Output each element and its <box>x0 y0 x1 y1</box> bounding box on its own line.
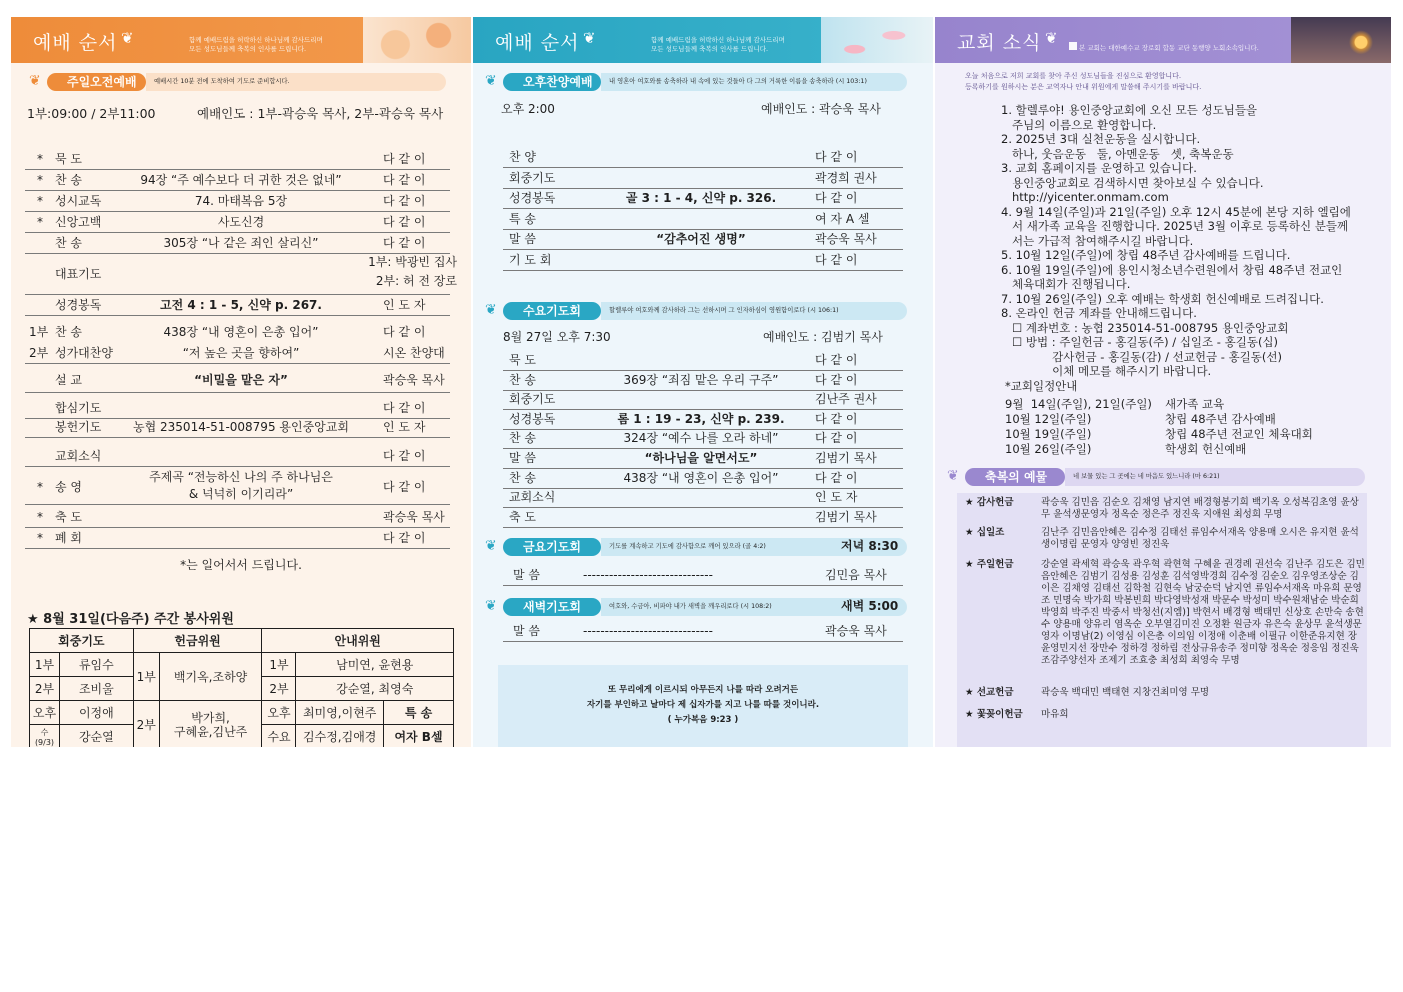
order-leader: 다 같 이 <box>383 401 426 415</box>
order-leader: 인 도 자 <box>815 490 858 505</box>
offering-names: 박가희, 구혜윤,김난주 <box>159 701 262 748</box>
order-leader: 1부: 박광빈 집사 2부: 허 전 장로 <box>368 255 457 288</box>
blessing-title-text: 축복의 예물 <box>985 470 1048 484</box>
order-mark: * <box>37 194 43 208</box>
order-row <box>25 253 457 295</box>
order-mark: * <box>37 531 43 545</box>
friday-row <box>503 565 903 586</box>
order-item: 회중기도 <box>509 392 556 407</box>
order-leader: 인 도 자 <box>383 298 426 312</box>
order-leader: 다 같 이 <box>815 411 858 426</box>
order-detail: “비밀을 맡은 자” <box>194 373 288 387</box>
blessing-names: 곽승욱 백대민 백태현 지창건최미영 무명 <box>1041 687 1210 698</box>
order-leader: 다 같 이 <box>383 531 426 545</box>
order-row <box>25 170 450 191</box>
order-row <box>503 188 903 209</box>
news-item: 7. 10월 26일(주일) 오후 예배는 학생회 헌신예배로 드려집니다. <box>1001 291 1324 306</box>
order-item: 대표기도 <box>55 267 102 281</box>
order-mark: 2부 <box>29 346 49 360</box>
order-row <box>503 147 903 168</box>
dawn-preacher: 곽승욱 목사 <box>825 624 887 638</box>
order-leader: 다 같 이 <box>815 191 858 206</box>
order-row <box>25 322 450 343</box>
order-row <box>503 487 903 508</box>
special-song-value: 여자 B셀 <box>384 725 454 748</box>
order-item: 신앙고백 <box>55 215 102 229</box>
afternoon-note: 내 영혼아 여호와를 송축하라 내 속에 있는 것들아 다 그의 거룩한 이름을 송축하라 (시 103:1) <box>601 73 907 91</box>
order-mark: * <box>37 152 43 166</box>
section-title-text: 주일오전예배 <box>67 75 137 89</box>
church-emblem-icon <box>1069 42 1077 50</box>
order-row <box>25 212 450 233</box>
order-item: 폐 회 <box>55 531 82 545</box>
order-detail: 주제곡 “전능하신 나의 주 하나님은 & 넉넉히 이기리라” <box>149 470 333 501</box>
prayer-name: 조비울 <box>60 677 134 701</box>
dawn-time: 새벽 5:00 <box>841 599 899 613</box>
order-item: 말 씀 <box>509 451 536 465</box>
order-leader: 다 같 이 <box>815 431 858 446</box>
order-row <box>25 149 450 170</box>
blessing-note: 네 보물 있는 그 곳에는 네 마음도 있느니라 (마 6:21) <box>1065 468 1365 486</box>
verse-reference: ( 누가복음 9:23 ) <box>667 715 739 725</box>
order-row <box>25 343 450 364</box>
order-leader: 곽경희 권사 <box>815 170 877 185</box>
panel3-subtitle-text: 본 교회는 대한예수교 장로회 합동 교단 동행양 노회소속입니다. <box>1079 44 1259 52</box>
panel3-header-title: 교회 소식 <box>957 32 1042 54</box>
order-row <box>25 417 450 438</box>
order-detail: “감추어진 생명” <box>656 232 746 247</box>
order-row <box>25 469 450 505</box>
volunteer-title: ★ 8월 31일(다음주) 주간 봉사위원 <box>27 612 234 627</box>
section-title-friday <box>485 538 601 556</box>
stand-note: *는 일어서서 드립니다. <box>180 558 302 572</box>
guide-slot: 2부 <box>262 677 296 701</box>
special-song-label: 특 송 <box>384 701 454 725</box>
order-row <box>25 528 450 549</box>
guide-slot: 오후 <box>262 701 296 725</box>
order-leader: 곽승욱 목사 <box>383 373 445 387</box>
order-mark: * <box>37 510 43 524</box>
order-item: 성경봉독 <box>509 191 556 206</box>
order-mark: 1부 <box>29 325 49 339</box>
guide-names: 최미영,이현주 <box>296 701 384 725</box>
order-mark: * <box>37 480 43 494</box>
order-leader: 다 같 이 <box>383 236 426 250</box>
order-detail: 94장 “주 예수보다 더 귀한 것은 없네” <box>140 173 342 187</box>
offering-names: 백기옥,조하양 <box>159 653 262 701</box>
order-row <box>503 209 903 230</box>
guide-names: 남미연, 윤현용 <box>296 653 454 677</box>
order-leader: 다 같 이 <box>383 215 426 229</box>
order-row <box>503 409 903 430</box>
order-row <box>25 446 450 467</box>
order-row <box>25 507 450 528</box>
afternoon-title-text: 오후찬양예배 <box>523 75 593 89</box>
news-item: ☐ 계좌번호 : 농협 235014-51-008795 용인중앙교회 <box>1001 320 1289 335</box>
news-list <box>1001 103 1381 379</box>
schedule-event: 창립 48주년 감사예배 <box>1165 412 1276 426</box>
news-item: 8. 온라인 헌금 계좌를 안내해드립니다. <box>1001 306 1197 320</box>
schedule-event: 창립 48주년 전교인 체육대회 <box>1165 427 1313 441</box>
dawn-note: 여호와, 수금아, 비파야 내가 새벽을 깨우리로다 (시 108:2) <box>601 598 907 616</box>
blessing-names: 곽승욱 김민음 김순오 김채영 남지연 배경형봉기희 백기옥 오성복김초영 윤상무 윤석생문영자 정옥순 정은주 정진욱 지애원 최성희 무명 <box>1041 497 1359 520</box>
order-leader: 시온 찬양대 <box>383 346 445 360</box>
section-title-blessing <box>947 468 1065 486</box>
order-leader: 다 같 이 <box>383 152 426 166</box>
sprig-icon: ❦ <box>485 598 497 614</box>
order-leader: 김난주 권사 <box>815 392 877 407</box>
order-item: 찬 송 <box>55 173 82 187</box>
order-item: 기 도 회 <box>509 253 552 267</box>
blessing-category: ★ 십일조 <box>965 527 1005 538</box>
order-detail: 324장 “예수 나를 오라 하네” <box>623 431 779 446</box>
schedule-event: 학생회 헌신예배 <box>1165 442 1247 456</box>
section-title-sunday-morning <box>29 73 146 91</box>
order-row <box>25 191 450 212</box>
order-row <box>503 468 903 489</box>
order-item: 찬 송 <box>509 470 536 485</box>
prayer-slot: 수(9/3) <box>30 725 60 748</box>
order-leader: 다 같 이 <box>383 449 426 463</box>
order-leader: 곽승욱 목사 <box>383 510 445 524</box>
order-item: 찬 송 <box>509 372 536 387</box>
dawn-row <box>503 621 903 642</box>
order-item: 찬 송 <box>55 236 82 250</box>
order-leader: 다 같 이 <box>383 173 426 187</box>
order-leader: 다 같 이 <box>383 194 426 208</box>
order-detail: 농협 235014-51-008795 용인중앙교회 <box>133 420 349 434</box>
schedule-date: 10월 26일(주일) <box>1005 442 1092 456</box>
sprig-icon: ❦ <box>485 538 497 554</box>
panel1-header <box>11 17 471 63</box>
welcome-intro: 오늘 처음으로 저희 교회를 찾아 주신 성도님들을 진심으로 환영합니다. 등록하기를 원하시는 분은 교역자나 안내 위원에게 말씀해 주시기를 바랍니다. <box>965 72 1202 91</box>
section-title-afternoon <box>485 73 601 91</box>
wednesday-title-text: 수요기도회 <box>523 304 581 318</box>
schedule-date: 9월 14일(주일), 21일(주일) <box>1005 397 1152 411</box>
order-row <box>503 428 903 449</box>
order-row <box>25 367 450 393</box>
verse-line-1: 또 무리에게 이르시되 아무든지 나를 따라 오려거든 <box>607 685 799 695</box>
order-leader: 다 같 이 <box>815 470 858 485</box>
order-item: 송 영 <box>55 480 82 494</box>
panel-other-services <box>473 17 933 747</box>
order-item: 성경봉독 <box>509 411 556 426</box>
order-row <box>503 250 903 271</box>
news-item: 2. 2025년 3대 실천운동을 실시합니다. 하나, 웃음운동 둘, 아멘운동 셋, 축복운동 <box>1001 132 1234 161</box>
header-offering: 헌금위원 <box>133 629 262 653</box>
order-mark: * <box>37 215 43 229</box>
section-title-wednesday <box>485 302 601 320</box>
closing-verse <box>498 665 908 747</box>
offering-slot: 2부 <box>133 701 159 748</box>
friday-title-text: 금요기도회 <box>523 540 581 554</box>
blessing-category: ★ 주일헌금 <box>965 559 1014 570</box>
order-item: 묵 도 <box>55 152 82 166</box>
schedule-date: 10월 19일(주일) <box>1005 427 1092 441</box>
order-leader: 다 같 이 <box>815 150 858 164</box>
section-note: 예배시간 10분 전에 도착하여 기도로 준비합시다. <box>146 73 446 91</box>
order-item: 찬 송 <box>55 325 82 339</box>
order-detail: 사도신경 <box>217 215 265 229</box>
dawn-item: 말 씀 <box>513 624 540 638</box>
volunteer-table <box>29 628 454 747</box>
sprig-icon: ❦ <box>947 468 959 484</box>
order-item: 성가대찬양 <box>55 346 113 360</box>
guide-names: 강순열, 최영숙 <box>296 677 454 701</box>
order-leader: 인 도 자 <box>383 420 426 434</box>
panel2-header <box>473 17 933 63</box>
order-row <box>503 448 903 469</box>
order-detail: 305장 “나 같은 죄인 살리신” <box>163 236 319 250</box>
order-item: 성시교독 <box>55 194 102 208</box>
panel3-header-subtitle <box>1069 42 1279 53</box>
order-row <box>503 370 903 391</box>
schedule-title: *교회일정안내 <box>1005 379 1078 393</box>
order-row <box>503 507 903 528</box>
order-item: 말 씀 <box>509 232 536 247</box>
news-item: ☐ 방법 : 주일헌금 - 홍길동(주) / 십일조 - 홍길동(십) 감사헌금 - 홍길동(감) / 선교헌금 - 홍길동(선) 이체 메모를 해주시기 바랍니다. <box>1011 335 1282 378</box>
header-guide: 안내위원 <box>262 629 454 653</box>
order-detail: 369장 “죄짐 맡은 우리 구주” <box>623 372 779 387</box>
order-item: 축 도 <box>55 510 82 524</box>
sprig-icon: ❦ <box>485 302 497 318</box>
sprig-icon: ❦ <box>485 73 497 89</box>
leaf-icon: ❦ <box>1045 29 1058 47</box>
news-item: 5. 10월 12일(주일)에 창립 48주년 감사예배를 드립니다. <box>1001 248 1291 262</box>
wednesday-note: 할렐루야 여호와께 감사하라 그는 선하시며 그 인자하심이 영원함이로다 (시 106:1) <box>601 302 907 320</box>
tulips-photo <box>821 17 933 63</box>
order-row <box>503 350 903 371</box>
verse-line-2: 자기를 부인하고 날마다 제 십자가를 지고 나를 따를 것이니라. <box>586 700 820 710</box>
order-leader: 다 같 이 <box>383 325 426 339</box>
order-detail: 74. 마태복음 5장 <box>194 194 288 208</box>
news-item: 4. 9월 14일(주일)과 21일(주일) 오후 12시 45분에 본당 지하 엘림에 서 새가족 교육을 진행합니다. 2025년 3월 이후로 등록하신 분들께 서는 가급적 참여해주시길 바랍니다. <box>1001 204 1351 248</box>
blessing-category: ★ 꽃꽂이헌금 <box>965 709 1023 720</box>
afternoon-time: 오후 2:00 <box>501 102 555 116</box>
service-times: 1부:09:00 / 2부11:00 <box>27 106 156 121</box>
order-item: 특 송 <box>509 211 536 226</box>
guide-slot: 1부 <box>262 653 296 677</box>
order-row <box>503 229 903 250</box>
order-detail: 438장 “내 영혼이 은총 입어” <box>163 325 319 339</box>
friday-item: 말 씀 <box>513 568 540 582</box>
order-item: 합심기도 <box>55 401 102 415</box>
panel3-header <box>935 17 1391 63</box>
section-title-dawn <box>485 598 601 616</box>
order-leader: 다 같 이 <box>815 253 858 267</box>
leaf-icon: ❦ <box>583 29 596 47</box>
order-item: 축 도 <box>509 509 536 524</box>
friday-time: 저녁 8:30 <box>841 539 899 553</box>
order-detail: “하나님을 알면서도” <box>644 451 758 465</box>
afternoon-leader: 예배인도 : 곽승욱 목사 <box>761 102 881 116</box>
order-row <box>503 168 903 189</box>
dawn-dashes: ------------------------------ <box>583 624 713 638</box>
order-row <box>25 295 450 316</box>
order-item: 찬 양 <box>509 150 536 164</box>
order-detail: 롬 1 : 19 - 23, 신약 p. 239. <box>617 411 785 426</box>
order-item: 설 교 <box>55 373 82 387</box>
order-leader: 김범기 목사 <box>815 451 877 465</box>
prayer-slot: 1부 <box>30 653 60 677</box>
blessing-category: ★ 선교헌금 <box>965 687 1014 698</box>
order-item: 교회소식 <box>509 490 556 505</box>
news-item: 3. 교회 홈페이지를 운영하고 있습니다. 용인중앙교회로 검색하시면 찾아보실 수 있습니다. http://yicenter.onmam.com <box>1001 161 1264 204</box>
prayer-slot: 오후 <box>30 701 60 725</box>
prayer-name: 강순열 <box>60 725 134 748</box>
order-detail: 438장 “내 영혼이 은총 입어” <box>623 470 779 485</box>
wednesday-leader: 예배인도 : 김범기 목사 <box>763 330 883 344</box>
order-leader: 다 같 이 <box>383 480 426 494</box>
blessing-list <box>957 493 1367 747</box>
order-item: 찬 송 <box>509 431 536 446</box>
blessing-names: 마유희 <box>1041 709 1069 720</box>
news-item: 6. 10월 19일(주일)에 용인시청소년수련원에서 창립 48주년 전교인 체육대회가 진행됩니다. <box>1001 262 1343 291</box>
prayer-name: 이정애 <box>60 701 134 725</box>
panel2-header-subtitle: 함께 예배드림을 허락하신 하나님께 감사드리며 모든 성도님들께 축복의 인사를 드립니다. <box>651 36 785 53</box>
panel-sunday-morning <box>11 17 471 747</box>
panel2-header-title: 예배 순서 <box>495 32 580 54</box>
sprig-icon: ❦ <box>29 73 41 89</box>
schedule-date: 10월 12일(주일) <box>1005 412 1092 426</box>
order-item: 회중기도 <box>509 170 556 185</box>
order-detail: “저 높은 곳을 향하여” <box>182 346 300 360</box>
blessing-names: 김난주 김민음안혜은 김수정 김태선 류임수서재옥 양용매 오시은 유지현 윤석생이명림 문영자 양영빈 정진욱 <box>1041 527 1359 550</box>
order-item: 묵 도 <box>509 353 536 367</box>
order-row <box>25 398 450 419</box>
order-leader: 곽승욱 목사 <box>815 232 877 247</box>
order-row <box>25 233 450 254</box>
flowers-photo <box>363 17 471 63</box>
panel1-header-subtitle: 함께 예배드림을 허락하신 하나님께 감사드리며 모든 성도님들께 축복의 인사를 드립니다. <box>189 36 323 53</box>
leaf-icon: ❦ <box>121 29 134 47</box>
order-leader: 다 같 이 <box>815 372 858 387</box>
order-leader: 다 같 이 <box>815 353 858 367</box>
order-detail: 골 3 : 1 - 4, 신약 p. 326. <box>625 191 777 206</box>
guide-names: 김수정,김애경 <box>296 725 384 748</box>
prayer-name: 류임수 <box>60 653 134 677</box>
panel1-header-title: 예배 순서 <box>33 32 118 54</box>
prayer-slot: 2부 <box>30 677 60 701</box>
order-detail: 고전 4 : 1 - 5, 신약 p. 267. <box>160 298 322 312</box>
order-item: 교회소식 <box>55 449 102 463</box>
blessing-category: ★ 감사헌금 <box>965 497 1014 508</box>
lantern-photo <box>1291 17 1391 63</box>
panel-church-news <box>935 17 1391 747</box>
friday-preacher: 김민음 목사 <box>825 568 887 582</box>
header-prayer: 회중기도 <box>30 629 134 653</box>
offering-slot: 1부 <box>133 653 159 701</box>
order-leader: 여 자 A 셀 <box>815 211 870 226</box>
friday-dashes: ------------------------------ <box>583 568 713 582</box>
order-item: 봉헌기도 <box>55 420 102 434</box>
order-item: 성경봉독 <box>55 298 102 312</box>
news-item: 1. 할렐루야! 용인중앙교회에 오신 모든 성도님들을 주님의 이름으로 환영합니다. <box>1001 103 1258 132</box>
order-row <box>503 389 903 410</box>
order-mark: * <box>37 173 43 187</box>
order-leader: 김범기 목사 <box>815 509 877 524</box>
wednesday-date: 8월 27일 오후 7:30 <box>503 330 611 344</box>
friday-note: 기도를 계속하고 기도에 감사함으로 깨어 있으라 (골 4:2) <box>601 538 907 556</box>
schedule-event: 새가족 교육 <box>1165 397 1225 411</box>
service-leader: 예배인도 : 1부-곽승욱 목사, 2부-곽승욱 목사 <box>197 106 444 121</box>
blessing-names: 강순열 곽세혁 곽승욱 곽우혁 곽현혁 구혜윤 권경례 권선숙 김난주 김도은 김민음안혜은 김범기 김성용 김성훈 김석영박경희 김수정 김순오 김우영조상순 김이은 김채영 김태선 김학철 김현숙 남궁순덕 남지연 류임수서재옥 마유희 문영조 민명숙 박가희 박봉빈희 박다영박성재 박문수 박성미 박수원채남순 박순희 박영희 박주진 박중서 박청선(지엠)] 박현서 배경형 백태민 신상호 손만숙 송현수 양용매 양유리 염옥순 오부열김미진 오정환 원금자 유은숙 윤상무 윤석생문영자 이명남(2) 이영심 이은총 이의임 이정애 이춘배 이필규 이한준유지현 장윤영민지선 장만수 정하경 정하림 전상규유송주 정미향 정옥순 정응임 정진욱 조감주양선자 조제기 조효충 최성희 최영숙 무명 <box>1041 559 1365 666</box>
dawn-title-text: 새벽기도회 <box>523 600 581 614</box>
guide-slot: 수요 <box>262 725 296 748</box>
